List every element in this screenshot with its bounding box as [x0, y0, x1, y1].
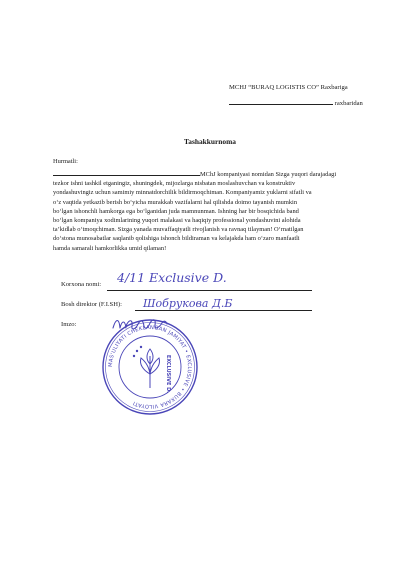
company-blank-line: [53, 175, 200, 176]
recipient-company-line: MCHJ “BURAQ LOGISTIS CO” Raxbariga: [229, 84, 348, 91]
sender-blank-line: [229, 104, 333, 105]
director-label: Bosh direktor (F.I.SH):: [61, 301, 123, 308]
body-line-3: yondashuvingiz uchun samimiy minnatdorchilik bildirmoqchiman. Kompaniyamiz yuklarni sifatli va: [53, 189, 312, 197]
document-title: Tashakkurnoma: [184, 137, 236, 146]
stamp-center-text: EXCLUSIVE D.: [165, 354, 171, 394]
body-line-9: hamda samarali hamkorlikka umid qilaman!: [53, 244, 167, 252]
director-name-handwritten: Шобрукова Д.Б: [143, 297, 233, 310]
letter-body: [53, 170, 336, 253]
body-line-7: ta’kidlab o‘tmoqchiman. Sizga yanada muvaffaqiyatli rivojlanish va ravnaq tilayman! O‘rnatilgan: [53, 226, 304, 234]
company-name-line: [107, 290, 312, 291]
greeting: Hurmatli:: [53, 158, 78, 165]
signature-label: Imzo:: [61, 321, 77, 328]
body-line-6: bo‘lgan kompaniya xodimlarining yuqori malakasi va haqiqiy professional yondashuvini alohida: [53, 217, 301, 225]
recipient-suffix: raxbaridan: [334, 100, 363, 107]
body-line-4: o‘z vaqtida yetkazib berish bo‘yicha murakkab vazifalarni hal qilishda doimo tayanish mumkin: [53, 198, 298, 206]
body-line-2: tezkor ishni tashkil etganingiz, shuningdek, mijozlarga nisbatan moslashuvchan va konstruktiv: [53, 180, 296, 188]
stamp-outer-text: MAS'ULIYATI CHEKLANGAN JAMIYAT • EXCLUSIVE • BUXARA VILOYATI: [107, 324, 193, 410]
body-line-8: do‘stona munosabatlar saqlanib qolishiga ishonch bildiraman va kelajakda ham o‘zaro manfaatli: [53, 235, 300, 243]
director-line: [135, 310, 312, 311]
body-line-1: MChJ kompaniyasi nomidan Sizga yuqori darajadagi: [53, 170, 336, 179]
recipient-from-line: [229, 100, 363, 107]
company-name-label: Korxona nomi:: [61, 281, 102, 288]
company-stamp: [101, 318, 199, 416]
company-name-handwritten: 4/11 Exclusive D.: [117, 270, 227, 285]
body-line-5: bo‘lgan ishonchli hamkorga ega bo‘lganidan juda mamnunman. Ishning har bir bosqichida band: [53, 207, 299, 215]
